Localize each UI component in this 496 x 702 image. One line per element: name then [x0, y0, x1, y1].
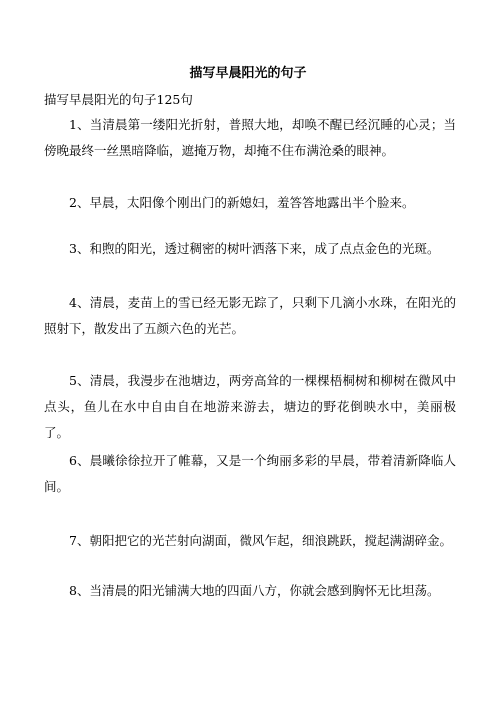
paragraph-5: 5、清晨，我漫步在池塘边，两旁高耸的一棵棵梧桐树和柳树在微风中点头，鱼儿在水中自由自在地游来游去，塘边的野花倒映水中，美丽极了。: [44, 373, 456, 440]
paragraph-4: 4、清晨，麦苗上的雪已经无影无踪了，只剩下几滴小水珠，在阳光的照射下，散发出了五颜六色的光芒。: [44, 295, 456, 336]
document-subtitle: 描写早晨阳光的句子125句: [44, 92, 193, 107]
document-title: 描写早晨阳光的句子: [189, 66, 307, 81]
paragraph-6: 6、晨曦徐徐拉开了帷幕，又是一个绚丽多彩的早晨，带着清新降临人间。: [44, 453, 456, 494]
paragraph-8: 8、当清晨的阳光铺满大地的四面八方，你就会感到胸怀无比坦荡。: [69, 583, 440, 598]
paragraph-7: 7、朝阳把它的光芒射向湖面，微风乍起，细浪跳跃，搅起满湖碎金。: [69, 533, 452, 548]
paragraph-3: 3、和煦的阳光，透过稠密的树叶洒落下来，成了点点金色的光斑。: [69, 241, 440, 256]
paragraph-1: 1、当清晨第一缕阳光折射，普照大地，却唤不醒已经沉睡的心灵；当傍晚最终一丝黑暗降临，遮掩万物，却掩不住布满沧桑的眼神。: [44, 117, 456, 158]
paragraph-2: 2、早晨，太阳像个刚出门的新媳妇，羞答答地露出半个脸来。: [69, 195, 415, 210]
